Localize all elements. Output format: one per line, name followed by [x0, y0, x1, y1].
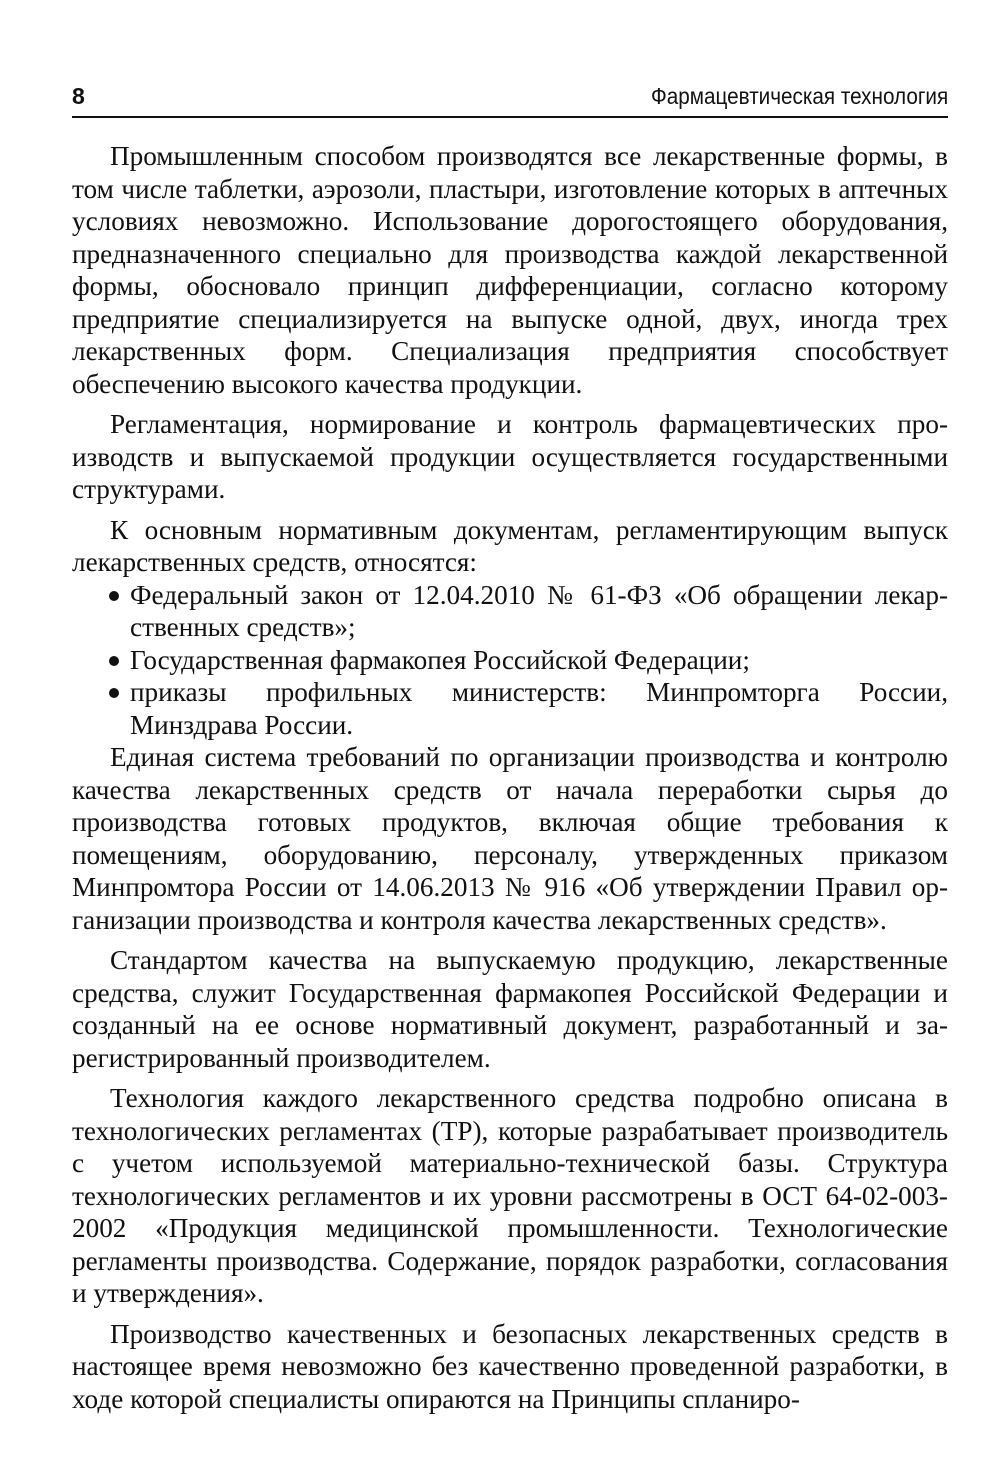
list-item-text: Государственная фармакопея Российской Федерации;	[130, 644, 750, 675]
paragraph-quality-production: Производство качественных и безопасных лекарственных средств в настоящее время невозможно без качественно проведенной разработки, в ходе которой специалисты опираются на Принципы спланиро-	[72, 1318, 948, 1414]
paragraph-unified-requirements: Единая система требований по организации производства и контролю качества лекарственных средств от начала переработки сырья до производства готовых продуктов, включая общие требования к помещениям, оборудованию, персоналу, утвержденных приказом Минпромтора России от 14.06.2013 № 916 «Об утверждении Правил организации производства и контроля качества лекарственных средств».	[72, 742, 948, 935]
list-item	[72, 676, 948, 741]
paragraph-quality-standard: Стандартом качества на выпускаемую продукцию, лекарственные средства, служит Государственная фармакопея Российской Федерации и созданный на ее основе нормативный документ, разработанный и зарегистрированный производителем.	[72, 945, 948, 1073]
bullet-icon	[109, 656, 119, 666]
running-head	[72, 82, 948, 118]
page-number: 8	[72, 83, 85, 109]
list-item	[72, 579, 948, 644]
list-item-text: Федеральный закон от 12.04.2010 № 61-ФЗ «Об обращении лекарственных средств»;	[130, 579, 948, 642]
bullet-icon	[109, 688, 119, 698]
paragraph-specialization: Промышленным способом производятся все лекарственные формы, в том числе таблетки, аэрозоли, пластыри, изготовление которых в аптечных условиях невозможно. Использование дорогостоящего оборудования, предназначенного специально для производства каждой лекарственной формы, обосновало принцип дифференциации, согласно которому предприятие специализируется на выпуске одной, двух, иногда трех лекарственных форм. Специализация предприятия способствует обеспечению высокого качества продукции.	[72, 141, 948, 399]
book-title: Фармацевтическая технология	[650, 83, 948, 109]
bullet-icon	[109, 591, 119, 601]
paragraph-normative-intro: К основным нормативным документам, регламентирующим выпуск лекарственных средств, относятся:	[72, 514, 948, 577]
list-item	[72, 644, 948, 677]
paragraph-regulation: Регламентация, нормирование и контроль фармацевтических производств и выпускаемой продукции осуществляется государственными структурами.	[72, 409, 948, 504]
list-item-text: приказы профильных министерств: Минпромторга России, Минздрава России.	[130, 677, 948, 740]
body-text	[72, 140, 948, 1415]
paragraph-technological-regulations: Технология каждого лекарственного средства подробно описана в технологических регламентах (ТР), которые разрабатывает производитель с учетом используемой материально-технической базы. Структура технологических регламентов и их уровни рассмотрены в ОСТ 64-02-003-2002 «Продукция медицинской промышленности. Технологические регламенты производства. Содержание, порядок разработки, согласования и утверждения».	[72, 1083, 948, 1308]
normative-documents-list	[72, 579, 948, 742]
